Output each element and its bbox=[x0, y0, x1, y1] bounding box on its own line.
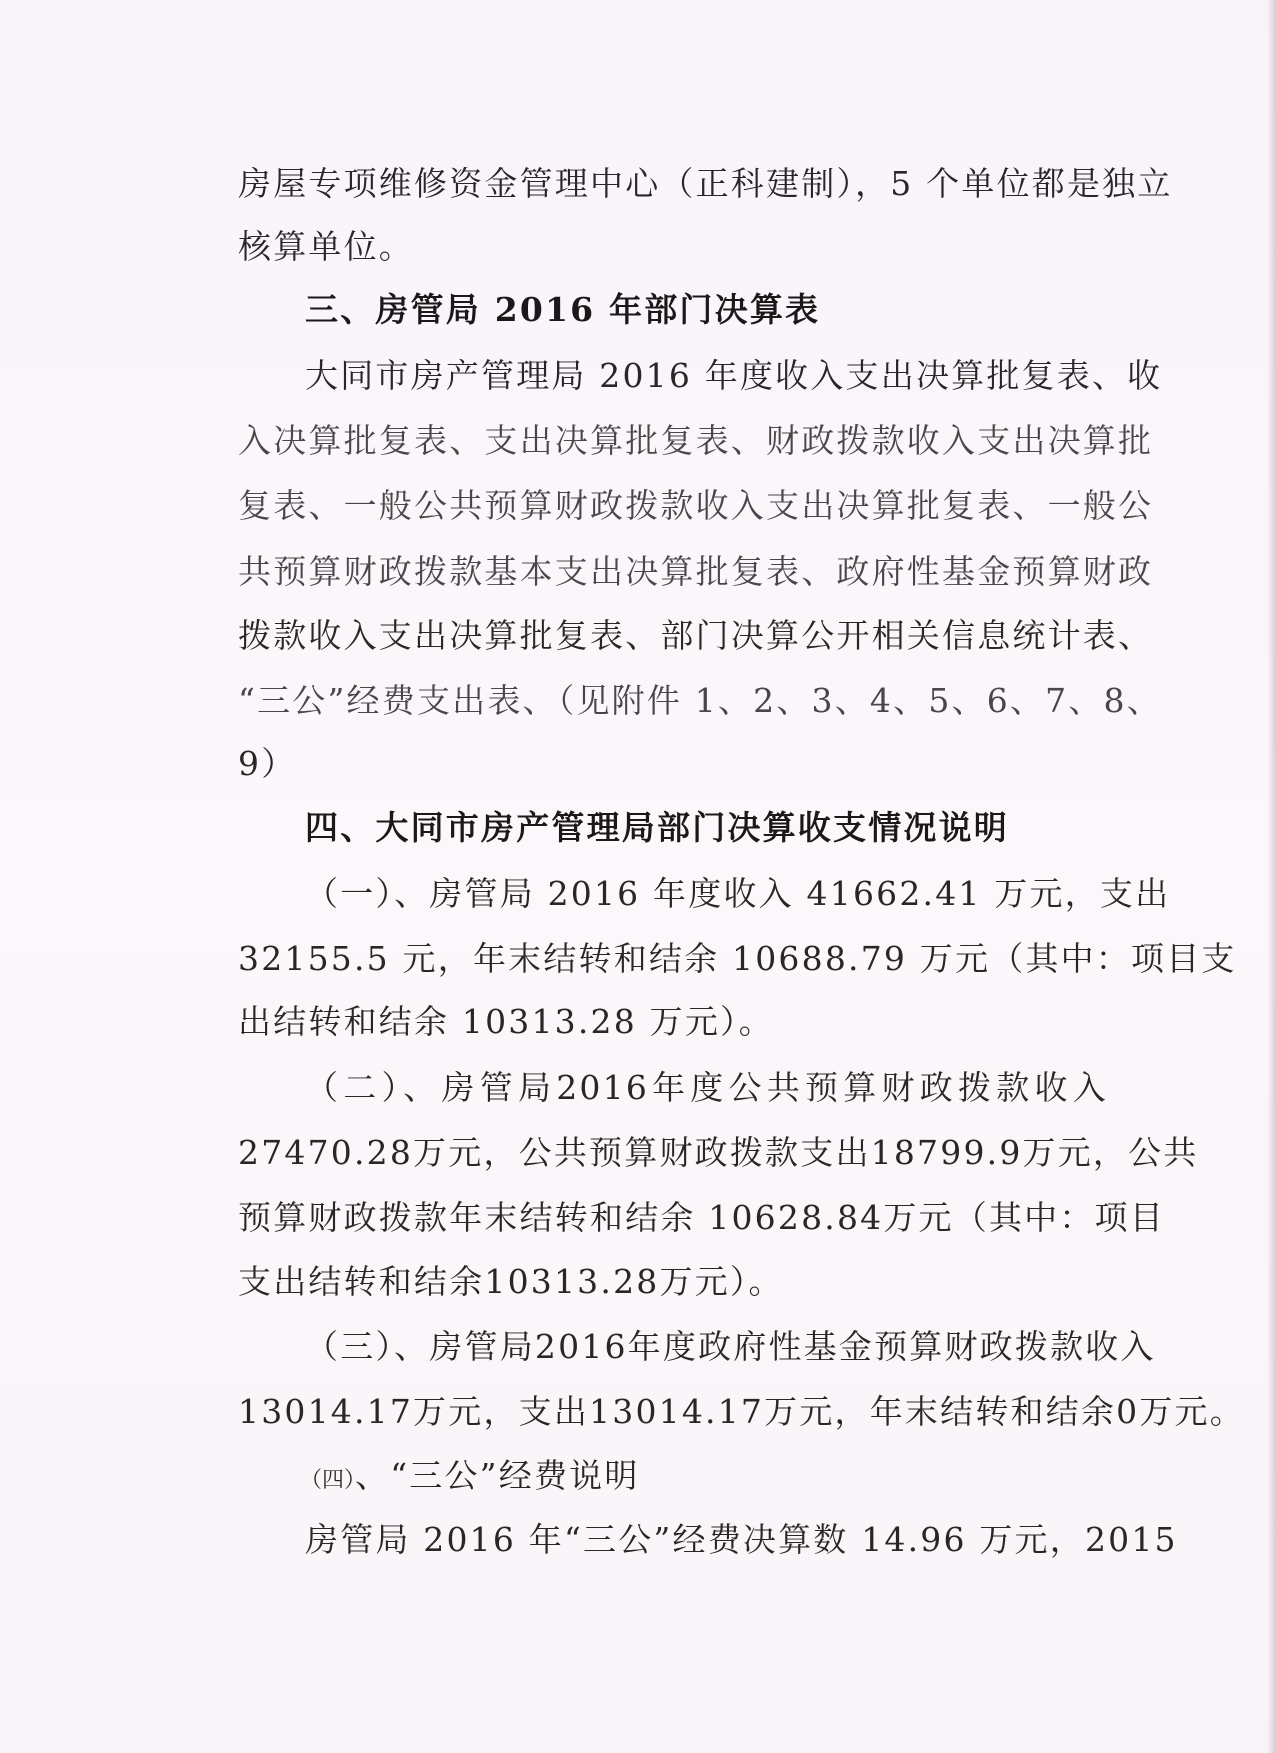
body-line-20: 13014.17万元，支出13014.17万元，年末结转和结余0万元。 bbox=[238, 1392, 1245, 1431]
body-line-5: 入决算批复表、支出决算批复表、财政拨款收入支出决算批 bbox=[238, 421, 1154, 460]
body-line-19: （三）、房管局2016年度政府性基金预算财政拨款收入 bbox=[305, 1327, 1156, 1366]
body-line-8: 拨款收入支出决算批复表、部门决算公开相关信息统计表、 bbox=[238, 616, 1154, 655]
body-line-10: 9） bbox=[238, 744, 297, 783]
body-line-16: 27470.28万元，公共预算财政拨款支出18799.9万元，公共 bbox=[238, 1133, 1199, 1172]
body-line-7: 共预算财政拨款基本支出决算批复表、政府性基金预算财政 bbox=[238, 552, 1154, 591]
subsection-number: （四） bbox=[300, 1468, 356, 1493]
body-line-18: 支出结转和结余10313.28万元）。 bbox=[238, 1262, 784, 1301]
body-line-22: 房管局 2016 年“三公”经费决算数 14.96 万元，2015 bbox=[305, 1520, 1178, 1559]
body-line-1: 房屋专项维修资金管理中心（正科建制），5 个单位都是独立 bbox=[238, 164, 1173, 203]
section-heading-4: 四、大同市房产管理局部门决算收支情况说明 bbox=[305, 808, 1009, 847]
subsection-heading-4 bbox=[300, 1456, 1103, 1501]
subsection-title: 、“三公”经费说明 bbox=[355, 1456, 640, 1495]
body-line-14: 出结转和结余 10313.28 万元）。 bbox=[238, 1002, 774, 1041]
section-heading-3: 三、房管局 2016 年部门决算表 bbox=[305, 290, 821, 329]
body-line-12: （一）、房管局 2016 年度收入 41662.41 万元，支出 bbox=[305, 874, 1171, 913]
body-line-15: （二）、房管局2016年度公共预算财政拨款收入 bbox=[305, 1068, 1108, 1107]
body-line-4: 大同市房产管理局 2016 年度收入支出决算批复表、收 bbox=[305, 356, 1163, 395]
body-line-17: 预算财政拨款年末结转和结余 10628.84万元（其中：项目 bbox=[238, 1198, 1165, 1237]
body-line-13: 32155.5 元，年末结转和结余 10688.79 万元（其中：项目支 bbox=[238, 939, 1237, 978]
body-line-2: 核算单位。 bbox=[238, 227, 414, 266]
body-line-9: “三公”经费支出表、（见附件 1、2、3、4、5、6、7、8、 bbox=[238, 681, 1162, 720]
body-line-6: 复表、一般公共预算财政拨款收入支出决算批复表、一般公 bbox=[238, 486, 1154, 525]
